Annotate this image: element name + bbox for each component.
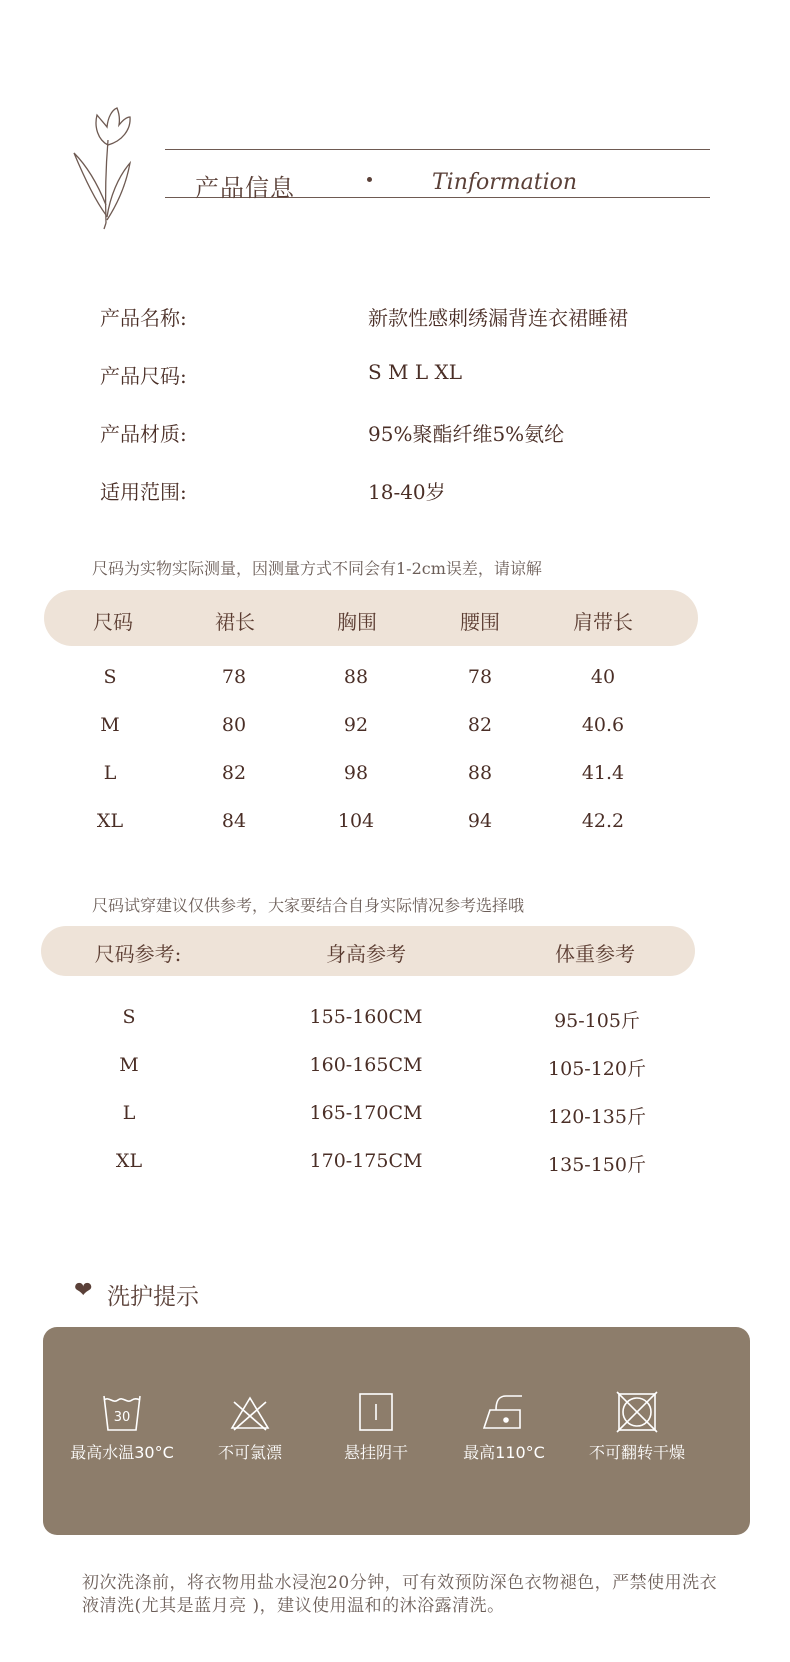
size-header-cell: 尺码 bbox=[93, 610, 133, 634]
size-cell: M bbox=[100, 714, 120, 736]
size-cell: 40.6 bbox=[581, 714, 625, 736]
reference-cell: 120-135斤 bbox=[548, 1106, 646, 1128]
title-separator-dot bbox=[367, 177, 372, 182]
size-cell: L bbox=[103, 762, 117, 784]
size-note: 尺码为实物实际测量，因测量方式不同会有1-2cm误差，请谅解 bbox=[92, 559, 542, 578]
reference-cell: 105-120斤 bbox=[548, 1058, 646, 1080]
tulip-icon bbox=[70, 105, 140, 235]
care-label: 最高110°C bbox=[463, 1443, 545, 1462]
size-cell: 84 bbox=[221, 810, 247, 832]
wash-30-icon bbox=[100, 1390, 144, 1434]
washing-note: 初次洗涤前，将衣物用盐水浸泡20分钟，可有效预防深色衣物褪色，严禁使用洗衣液清洗(尤其是蓝月亮 )，建议使用温和的沐浴露清洗。 bbox=[82, 1573, 718, 1616]
size-cell: 78 bbox=[221, 666, 247, 688]
info-label-size: 产品尺码: bbox=[100, 364, 187, 388]
size-header-cell: 胸围 bbox=[337, 610, 377, 634]
info-value-range: 18-40岁 bbox=[368, 480, 446, 504]
reference-cell: 95-105斤 bbox=[554, 1010, 640, 1032]
size-cell: 80 bbox=[221, 714, 247, 736]
reference-cell: XL bbox=[115, 1150, 143, 1172]
hang-dry-icon bbox=[354, 1390, 398, 1434]
header-line-top bbox=[165, 149, 710, 150]
reference-cell: 170-175CM bbox=[309, 1150, 423, 1172]
care-item-tumble bbox=[572, 1390, 702, 1463]
info-label-range: 适用范围: bbox=[100, 480, 187, 504]
size-cell: 98 bbox=[343, 762, 369, 784]
care-item-wash bbox=[57, 1390, 187, 1463]
size-cell: 42.2 bbox=[581, 810, 625, 832]
care-label: 最高水温30°C bbox=[70, 1443, 174, 1462]
heart-icon: ❤ bbox=[74, 1278, 93, 1303]
reference-header-cell: 尺码参考: bbox=[94, 942, 182, 966]
reference-cell: 160-165CM bbox=[309, 1054, 423, 1076]
size-cell: 92 bbox=[343, 714, 369, 736]
size-cell: 78 bbox=[467, 666, 493, 688]
page-title-en: Tinformation bbox=[432, 170, 578, 195]
reference-note: 尺码试穿建议仅供参考，大家要结合自身实际情况参考选择哦 bbox=[92, 896, 525, 915]
size-cell: 94 bbox=[467, 810, 493, 832]
reference-header-cell: 体重参考 bbox=[555, 942, 635, 966]
page-title: 产品信息 bbox=[195, 174, 295, 202]
reference-cell: 135-150斤 bbox=[548, 1154, 646, 1176]
no-tumble-dry-icon bbox=[615, 1390, 659, 1434]
size-cell: 88 bbox=[467, 762, 493, 784]
info-value-size: S M L XL bbox=[368, 360, 463, 384]
size-cell: 41.4 bbox=[581, 762, 625, 784]
reference-cell: L bbox=[122, 1102, 136, 1124]
svg-text:30: 30 bbox=[113, 1410, 131, 1425]
care-item-bleach bbox=[185, 1390, 315, 1463]
care-label: 不可翻转干燥 bbox=[588, 1443, 685, 1462]
size-header-cell: 裙长 bbox=[215, 610, 255, 634]
size-cell: 82 bbox=[221, 762, 247, 784]
care-title: 洗护提示 bbox=[107, 1284, 199, 1310]
reference-cell: 155-160CM bbox=[309, 1006, 423, 1028]
info-label-material: 产品材质: bbox=[100, 422, 187, 446]
size-cell: 104 bbox=[337, 810, 375, 832]
info-value-name: 新款性感刺绣漏背连衣裙睡裙 bbox=[368, 306, 628, 330]
size-header-cell: 腰围 bbox=[460, 610, 500, 634]
size-cell: S bbox=[103, 666, 117, 688]
reference-cell: S bbox=[122, 1006, 136, 1028]
reference-cell: 165-170CM bbox=[309, 1102, 423, 1124]
care-label: 不可氯漂 bbox=[217, 1443, 282, 1462]
care-item-iron bbox=[439, 1390, 569, 1463]
size-cell: 82 bbox=[467, 714, 493, 736]
size-header-cell: 肩带长 bbox=[573, 610, 633, 634]
info-label-name: 产品名称: bbox=[100, 306, 187, 330]
size-cell: 88 bbox=[343, 666, 369, 688]
no-bleach-icon bbox=[228, 1390, 272, 1434]
size-cell: XL bbox=[96, 810, 124, 832]
info-value-material: 95%聚酯纤维5%氨纶 bbox=[368, 422, 565, 446]
iron-110-icon bbox=[480, 1390, 528, 1434]
care-item-hang bbox=[311, 1390, 441, 1463]
reference-header-cell: 身高参考 bbox=[326, 942, 406, 966]
reference-cell: M bbox=[119, 1054, 139, 1076]
care-label: 悬挂阴干 bbox=[343, 1443, 408, 1462]
size-cell: 40 bbox=[590, 666, 616, 688]
